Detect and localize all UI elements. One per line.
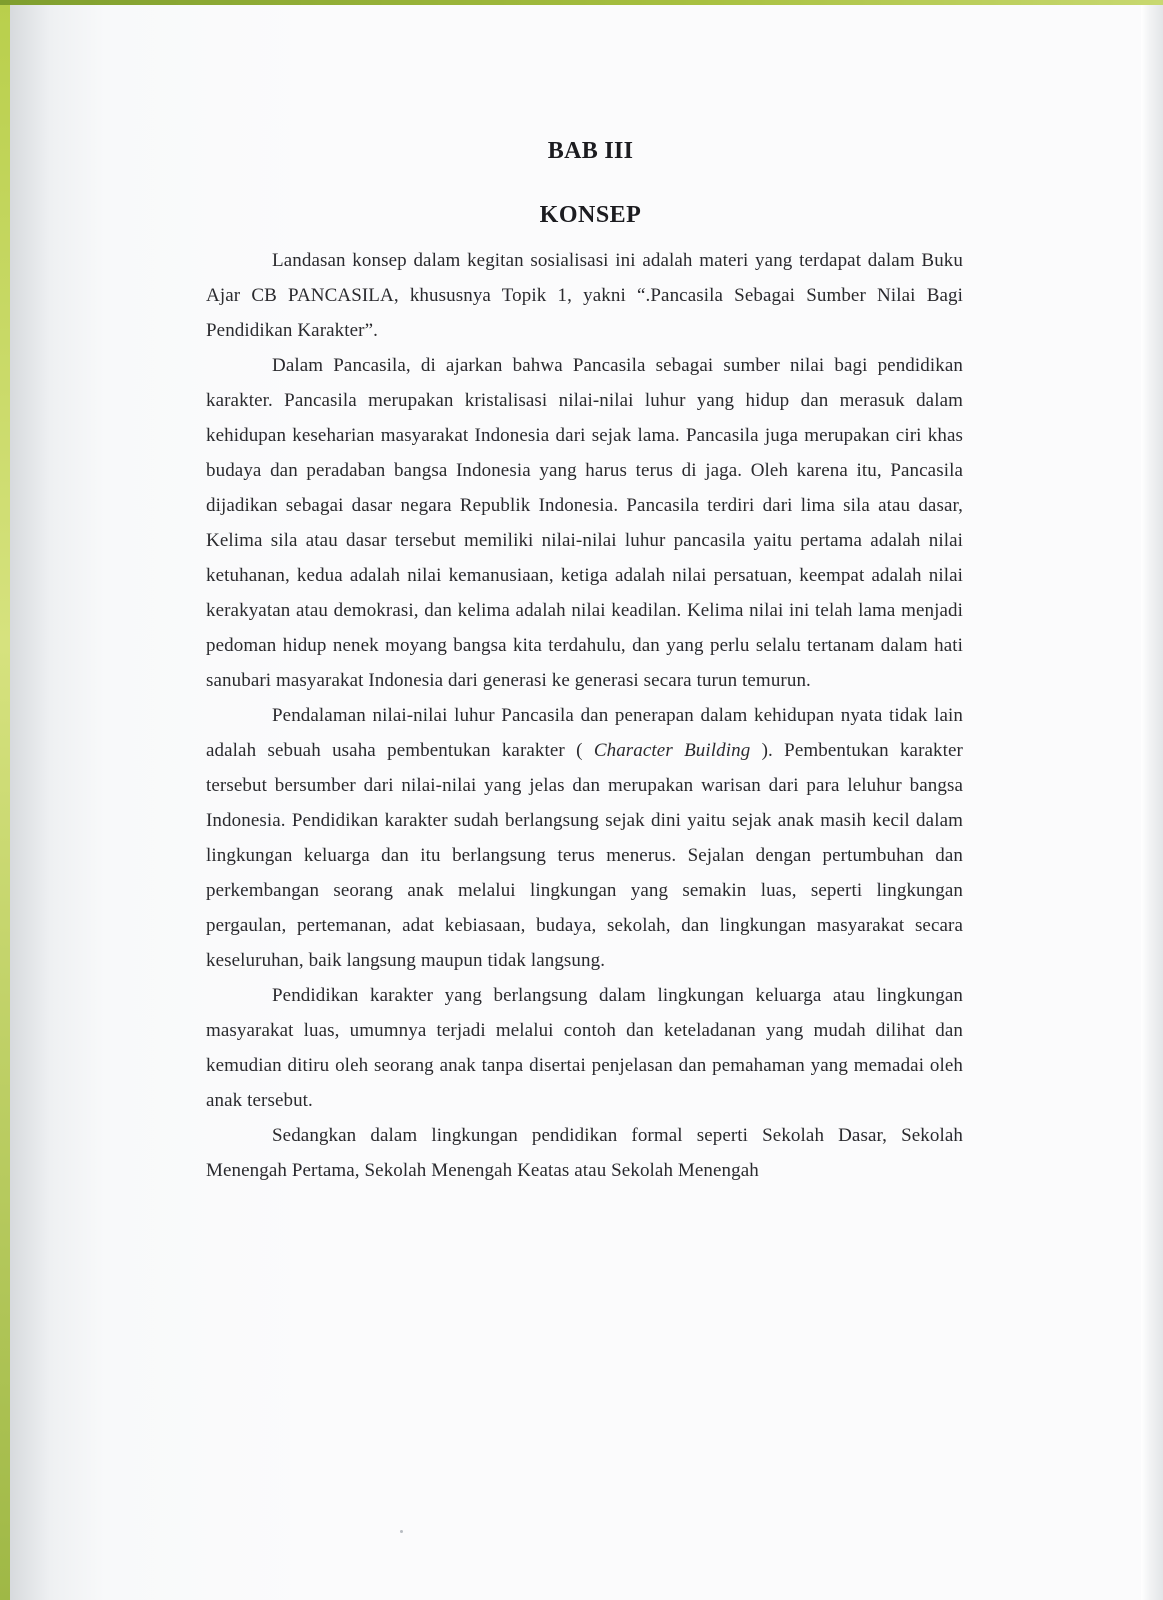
chapter-title: KONSEP [539,202,642,228]
scan-dust-mark [400,1530,403,1533]
paragraph-pendidikan-formal: Sedangkan dalam lingkungan pendidikan formal seperti Sekolah Dasar, Sekolah Menengah Pertama, Sekolah Menengah Keatas atau Sekolah Menengah [206,1125,963,1181]
scan-left-edge [0,5,10,1600]
paragraph-pancasila-nilai: Dalam Pancasila, di ajarkan bahwa Pancasila sebagai sumber nilai bagi pendidikan karakter. Pancasila merupakan kristalisasi nilai-nilai luhur yang hidup dan merasuk dalam kehidupan keseharian masyarakat Indonesia dari sejak lama. Pancasila juga merupakan ciri khas budaya dan peradaban bangsa Indonesia yang harus terus di jaga. Oleh karena itu, Pancasila dijadikan sebagai dasar negara Republik Indonesia. Pancasila terdiri dari lima sila atau dasar, Kelima sila atau dasar tersebut memiliki nilai-nilai luhur pancasila yaitu pertama adalah nilai ketuhanan, kedua adalah nilai kemanusiaan, ketiga adalah nilai persatuan, keempat adalah nilai kerakyatan atau demokrasi, dan kelima adalah nilai keadilan. Kelima nilai ini telah lama menjadi pedoman hidup nenek moyang bangsa kita terdahulu, dan yang perlu selalu tertanam dalam hati sanubari masyarakat Indonesia dari generasi ke generasi secara turun temurun. [206,355,963,691]
scan-right-edge [1141,5,1163,1600]
paragraph-pendalaman-part-2: ). Pembentukan karakter tersebut bersumber dari nilai-nilai yang jelas dan merupakan warisan dari para leluhur bangsa Indonesia. Pendidikan karakter sudah berlangsung sejak dini yaitu sejak anak masih kecil dalam lingkungan keluarga dan itu berlangsung terus menerus. Sejalan dengan pertumbuhan dan perkembangan seorang anak melalui lingkungan yang semakin luas, seperti lingkungan pergaulan, pertemanan, adat kebiasaan, budaya, sekolah, dan lingkungan masyarakat secara keseluruhan, baik langsung maupun tidak langsung. [206,740,963,971]
page-content [206,137,963,1188]
paragraph-landasan-konsep: Landasan konsep dalam kegitan sosialisasi ini adalah materi yang terdapat dalam Buku Ajar CB PANCASILA, khususnya Topik 1, yakni “.Pancasila Sebagai Sumber Nilai Bagi Pendidikan Karakter”. [206,250,963,341]
paragraph-pendalaman [206,698,963,978]
paragraph-pendidikan-karakter: Pendidikan karakter yang berlangsung dalam lingkungan keluarga atau lingkungan masyarakat luas, umumnya terjadi melalui contoh dan keteladanan yang mudah dilihat dan kemudian ditiru oleh seorang anak tanpa disertai penjelasan dan pemahaman yang memadai oleh anak tersebut. [206,985,963,1111]
character-building-term: Character Building [593,740,751,761]
chapter-label: BAB III [547,138,634,164]
paragraph-pendalaman-part-1: Pendalaman nilai-nilai luhur Pancasila dan penerapan dalam kehidupan nyata tidak lain adalah sebuah usaha pembentukan karakter ( [206,705,963,761]
document-page [10,5,1141,1600]
